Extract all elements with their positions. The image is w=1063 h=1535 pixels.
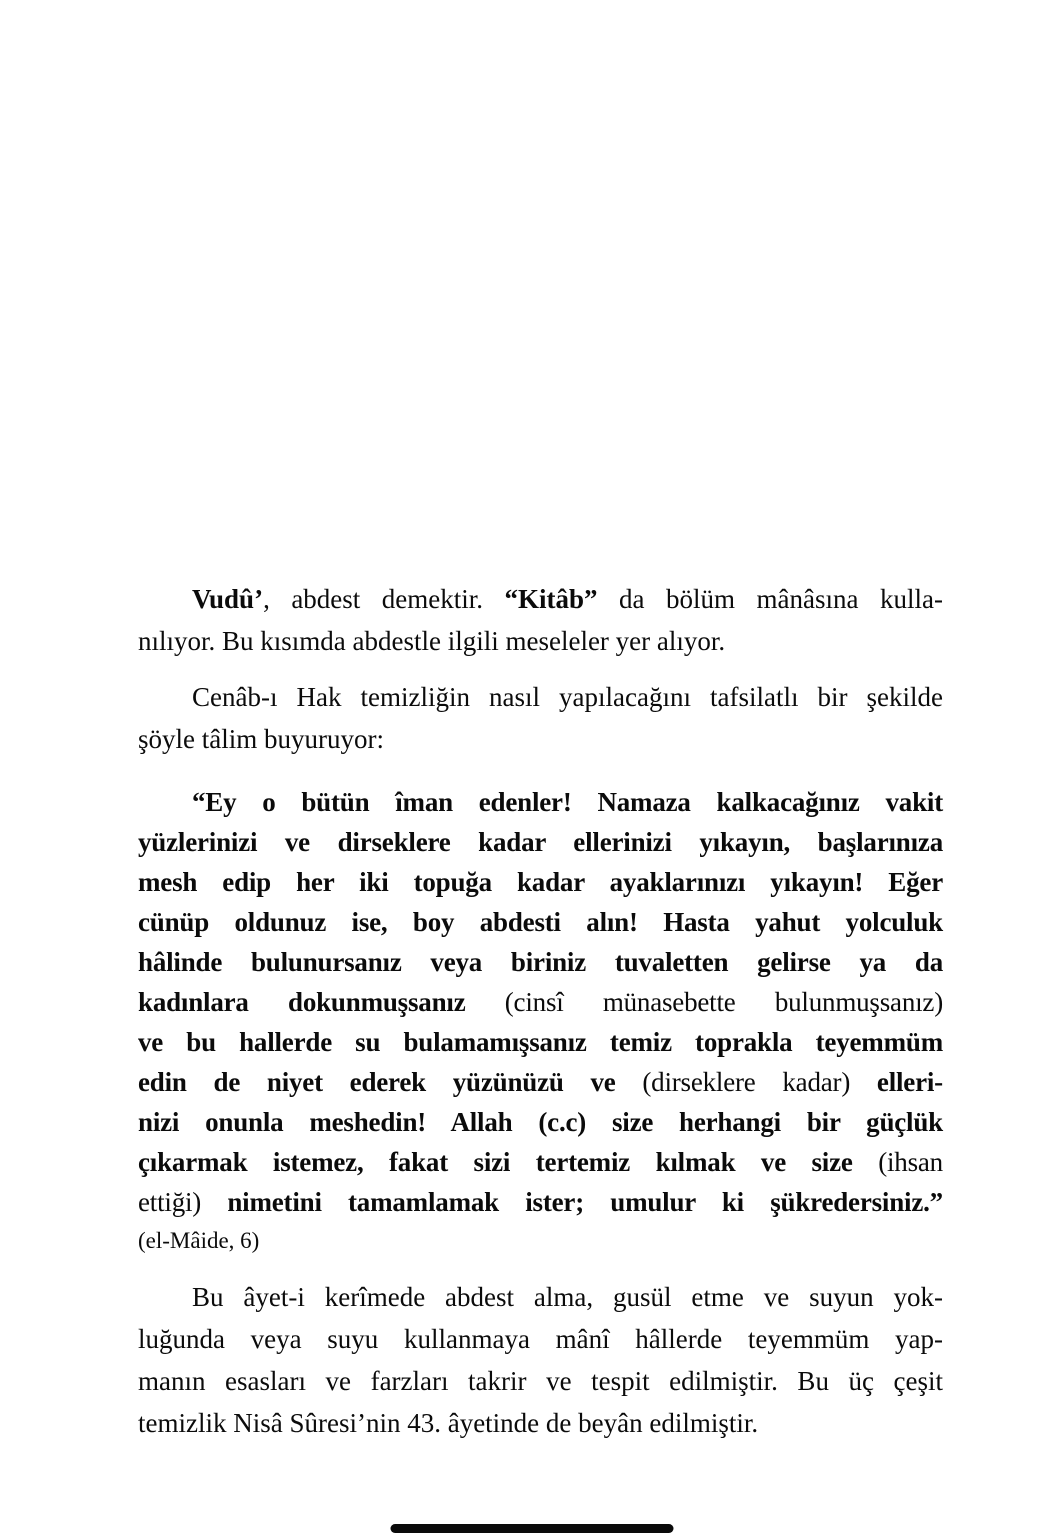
paragraph-lead-in [138,676,943,760]
text-segment: “Ey o bütün îman edenler! Namaza kalkacağınız vakit [192,787,943,817]
text-segment: Bu âyet-i kerîmede abdest alma, gusül etme ve suyun yok- [192,1282,943,1312]
text-line [138,578,943,620]
text-line [138,1360,943,1402]
text-segment: ettiği) [138,1187,228,1217]
text-line [138,1182,943,1222]
text-line [138,942,943,982]
text-line [138,1022,943,1062]
text-segment: yüzlerinizi ve dirseklere kadar ellerinizi yıkayın, başlarınıza [138,827,943,857]
text-segment: (ihsan [878,1147,943,1177]
text-line [138,1142,943,1182]
text-segment: cünüp oldunuz ise, boy abdesti alın! Hasta yahut yolculuk [138,907,943,937]
text-segment: nizi onunla meshedin! Allah (c.c) size herhangi bir güçlük [138,1107,943,1137]
text-line [138,902,943,942]
text-segment: elleri- [876,1067,943,1097]
text-segment: temizlik Nisâ Sûresi’nin 43. âyetinde de beyân edilmiştir. [138,1408,759,1438]
text-segment: hâlinde bulunursanız veya biriniz tuvaletten gelirse ya da [138,947,943,977]
text-segment: Cenâb-ı Hak temizliğin nasıl yapılacağını tafsilatlı bir şekilde [192,682,943,712]
text-line [138,718,943,760]
text-segment: , abdest demektir. [263,584,505,614]
text-line [138,1102,943,1142]
verse-citation: (el-Mâide, 6) [138,1228,260,1253]
text-segment: (cinsî münasebette bulunmuşsanız) [504,987,944,1017]
text-segment: “Kitâb” [504,584,598,614]
text-line [138,862,943,902]
text-segment: nılıyor. Bu kısımda abdestle ilgili meseleler yer alıyor. [138,626,726,656]
text-line [138,1062,943,1102]
text-segment: nimetini tamamlamak ister; umulur ki şükredersiniz.” [227,1187,943,1217]
text-line [138,982,943,1022]
text-segment: kadınlara dokunmuşsanız [138,987,505,1017]
text-segment: ve bu hallerde su bulamamışsanız temiz toprakla teyemmüm [138,1027,943,1057]
home-indicator-bar[interactable] [390,1524,673,1533]
text-segment: (dirseklere kadar) [642,1067,877,1097]
quran-verse-quote [138,782,943,1222]
text-segment: şöyle tâlim buyuruyor: [138,724,384,754]
text-segment: mesh edip her iki topuğa kadar ayaklarınızı yıkayın! Eğer [138,867,943,897]
text-line [138,1276,943,1318]
paragraph-commentary [138,1276,943,1444]
text-segment: edin de niyet ederek yüzünüzü ve [138,1067,643,1097]
text-segment: çıkarmak istemez, fakat sizi tertemiz kılmak ve size [138,1147,879,1177]
text-line [138,676,943,718]
text-segment: da bölüm mânâsına kulla- [597,584,943,614]
text-line [138,822,943,862]
text-line [138,782,943,822]
text-segment: manın esasları ve farzları takrir ve tespit edilmiştir. Bu üç çeşit [138,1366,943,1396]
text-line [138,620,943,662]
text-segment: Vudû’ [192,584,264,614]
text-line [138,1318,943,1360]
text-line [138,1402,943,1444]
text-segment: luğunda veya suyu kullanmaya mânî hâllerde teyemmüm yap- [138,1324,943,1354]
paragraph-intro [138,578,943,662]
